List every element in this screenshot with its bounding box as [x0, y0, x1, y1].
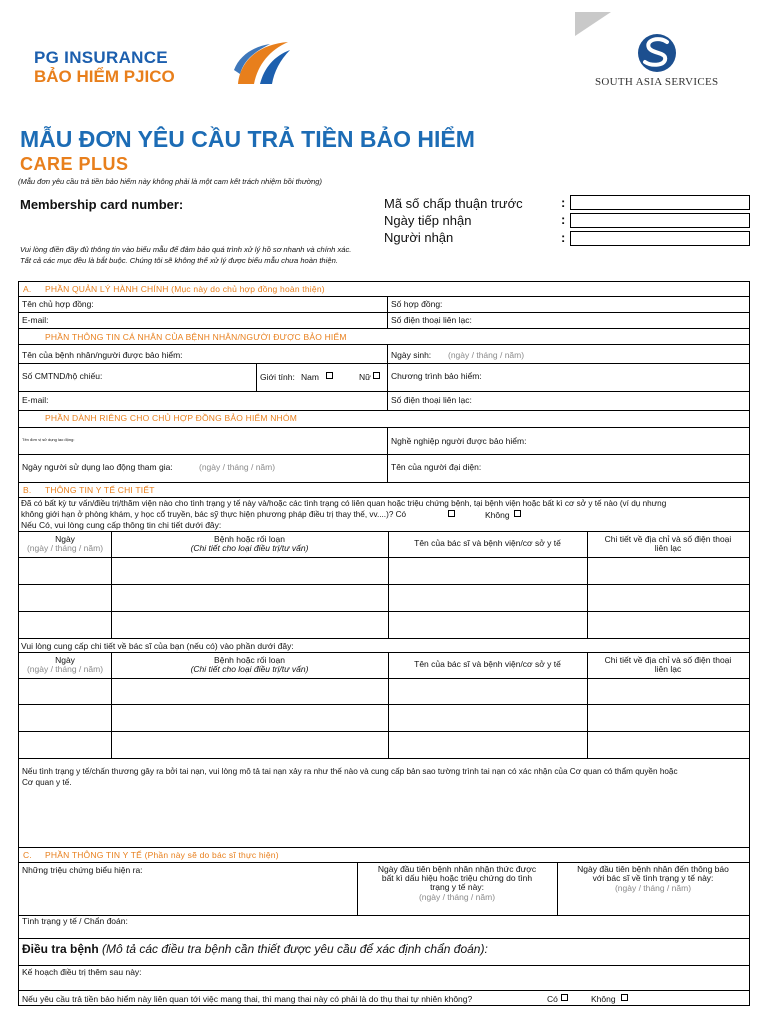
received-date-input[interactable]: [570, 213, 750, 228]
treatment-question-cont: không giới hạn ở phòng khám, y học cổ truyền, bác sỹ thực hiện phương pháp điều trị thay thế, vv....)? Có: [21, 510, 407, 519]
form-title: MẪU ĐƠN YÊU CẦU TRẢ TIỀN BẢO HIỂM: [20, 126, 475, 152]
contract-holder-label: Tên chủ hợp đồng:: [22, 299, 94, 309]
pregnancy-no-label: Không: [591, 994, 616, 1004]
employer-start-hint: (ngày / tháng / năm): [199, 462, 276, 472]
gender-label: Giới tính:: [260, 372, 295, 382]
south-asia-services-logo: [575, 12, 745, 92]
patient-name-label: Tên của bệnh nhân/người được bảo hiểm:: [22, 350, 183, 360]
col-address-header-cont: liên lạc: [654, 543, 682, 553]
pg-logo-line1: PG INSURANCE: [34, 48, 168, 67]
investigation-label: [22, 942, 488, 956]
section-c-title: PHẦN THÔNG TIN Y TẾ (Phần này sẽ do bác sĩ thực hiện): [45, 850, 279, 860]
first-aware-label-cont: bất kì dấu hiệu hoặc triệu chứng do tình: [381, 873, 533, 883]
occupation-label: Nghề nghiệp người được bảo hiểm:: [391, 436, 527, 446]
pjico-swoosh-icon: [230, 40, 292, 88]
first-visit-label-cont: với bác sĩ về tình trạng y tế này:: [592, 873, 714, 883]
colon: :: [561, 230, 566, 245]
receiver-input[interactable]: [570, 231, 750, 246]
patient-section-title: PHẦN THÔNG TIN CÁ NHÂN CỦA BỆNH NHÂN/NGƯỜI ĐƯỢC BẢO HIỂM: [45, 332, 347, 342]
investigation-desc: (Mô tả các điều tra bệnh cần thiết được yêu cầu để xác định chẩn đoán):: [102, 942, 488, 956]
col-illness-hint: (Chi tiết cho loại điều trị/tư vấn): [190, 664, 309, 674]
pg-logo-line2: BẢO HIỂM PJICO: [34, 67, 175, 86]
sas-name: SOUTH ASIA SERVICES: [595, 76, 719, 88]
disclaimer-note: (Mẫu đơn yêu cầu trả tiền bảo hiểm này không phải là một cam kết trách nhiệm bồi thường): [18, 177, 322, 186]
email-label: E-mail:: [22, 315, 49, 325]
treatment-yes-checkbox[interactable]: [444, 508, 455, 518]
contract-number-label: Số hợp đồng:: [391, 299, 443, 309]
sas-emblem-icon: [575, 12, 745, 76]
gender-female-label: Nữ: [359, 372, 371, 382]
dob-label: Ngày sinh:: [391, 350, 432, 360]
col-date-header: Ngày: [55, 655, 75, 665]
col-date-header: Ngày: [55, 534, 75, 544]
col-date-hint: (ngày / tháng / năm): [26, 543, 104, 553]
colon: :: [561, 195, 566, 210]
employer-label: Tên đơn vị sử dụng lao động:: [22, 437, 75, 442]
further-plan-label: Kế hoạch điều trị thêm sau này:: [22, 967, 142, 977]
pre-approval-input[interactable]: [570, 195, 750, 210]
if-yes-note: Nếu Có, vui lòng cung cấp thông tin chi tiết dưới đây:: [21, 520, 222, 530]
col-illness-header: Bệnh hoặc rối loạn: [214, 655, 285, 665]
diagnosis-label: Tình trạng y tế / Chẩn đoán:: [22, 916, 128, 926]
col-address-header-cont: liên lạc: [654, 664, 682, 674]
first-visit-label: Ngày đầu tiên bệnh nhân đến thông báo: [577, 864, 729, 874]
pregnancy-yes-label: Có: [547, 994, 558, 1004]
pregnancy-no-checkbox[interactable]: [617, 992, 628, 1002]
col-date-hint: (ngày / tháng / năm): [26, 664, 104, 674]
col-doctor-header: Tên của bác sĩ và bệnh viện/cơ sở y tế: [414, 538, 561, 548]
instruction-line: Tất cả các mục đều là bắt buộc. Chúng tôi sẽ không thể xử lý được biểu mẫu chưa hoàn thiện.: [20, 256, 338, 265]
col-illness-header: Bệnh hoặc rối loạn: [214, 534, 285, 544]
section-c-letter: C.: [23, 850, 32, 860]
receiver-label: Người nhận: [384, 230, 454, 245]
pre-approval-label: Mã số chấp thuận trước: [384, 196, 523, 211]
first-aware-label: Ngày đầu tiên bệnh nhân nhận thức được: [377, 864, 537, 874]
col-doctor-header: Tên của bác sĩ và bệnh viện/cơ sở y tế: [414, 659, 561, 669]
first-visit-hint: (ngày / tháng / năm): [614, 883, 692, 893]
male-checkbox[interactable]: [322, 370, 333, 380]
claim-form-grid: [18, 281, 750, 1006]
pg-insurance-logo: [34, 48, 294, 88]
first-aware-hint: (ngày / tháng / năm): [418, 892, 496, 902]
treatment-no-label: Không: [485, 510, 510, 520]
first-aware-label-cont2: trạng y tế này:: [430, 882, 484, 892]
investigation-title: Điều tra bệnh: [22, 942, 99, 956]
female-checkbox[interactable]: [369, 370, 380, 380]
col-address-header: Chi tiết về địa chỉ và số điện thoại: [604, 534, 732, 544]
gender-male-label: Nam: [301, 372, 319, 382]
accident-note: Nếu tình trạng y tế/chấn thương gây ra bởi tai nạn, vui lòng mô tả tai nạn xảy ra như thế nào và cung cấp bản sao tường trình tai nạn có xác nhận của Cơ quan có thẩm quyền hoặc: [22, 767, 678, 776]
accident-note-cont: Cơ quan y tế.: [22, 778, 72, 787]
dob-hint: (ngày / tháng / năm): [448, 350, 525, 360]
phone-label: Số điện thoại liên lạc:: [391, 315, 472, 325]
section-b-letter: B.: [23, 485, 32, 495]
patient-phone-label: Số điện thoại liên lạc:: [391, 395, 472, 405]
instruction-line: Vui lòng điền đầy đủ thông tin vào biểu mẫu để đảm bảo quá trình xử lý hồ sơ nhanh và chính xác.: [20, 245, 352, 254]
col-illness-hint: (Chi tiết cho loại điều trị/tư vấn): [190, 543, 309, 553]
id-number-label: Số CMTND/hộ chiếu:: [22, 371, 103, 381]
treatment-no-checkbox[interactable]: [510, 508, 521, 518]
program-label: Chương trình bảo hiểm:: [391, 371, 482, 381]
received-date-label: Ngày tiếp nhận: [384, 213, 472, 228]
patient-email-label: E-mail:: [22, 395, 49, 405]
pregnancy-yes-checkbox[interactable]: [557, 992, 568, 1002]
colon: :: [561, 212, 566, 227]
symptoms-label: Những triệu chứng biểu hiện ra:: [22, 865, 143, 875]
employer-start-label: Ngày người sử dụng lao động tham gia:: [22, 462, 173, 472]
representative-label: Tên của người đại diện:: [391, 462, 482, 472]
section-a-letter: A.: [23, 284, 32, 294]
pregnancy-question: Nếu yêu cầu trả tiền bảo hiểm này liên quan tới việc mang thai, thì mang thai này có phải là do thụ thai tự nhiên không?: [22, 994, 473, 1004]
section-b-title: THÔNG TIN Y TẾ CHI TIẾT: [45, 485, 155, 495]
col-address-header: Chi tiết về địa chỉ và số điện thoại: [604, 655, 732, 665]
doctor-details-prompt: Vui lòng cung cấp chi tiết về bác sĩ của bạn (nếu có) vào phần dưới đây:: [21, 641, 294, 651]
membership-card-label: Membership card number:: [20, 197, 184, 212]
form-subtitle: CARE PLUS: [20, 154, 129, 174]
group-section-title: PHẦN DÀNH RIÊNG CHO CHỦ HỢP ĐỒNG BẢO HIỂM NHÓM: [45, 413, 297, 423]
treatment-question: Đã có bất kỳ tư vấn/điều trị/thăm viện nào cho tình trạng y tế này và/hoặc các tình trạng có liên quan hoặc triệu chứng bệnh, tại bệnh viện hoặc bất kì cơ sở y tế nào (ví dụ nhưng: [21, 499, 667, 508]
section-a-title: PHẦN QUẢN LÝ HÀNH CHÍNH (Mục này do chủ hợp đồng hoàn thiện): [45, 284, 325, 294]
